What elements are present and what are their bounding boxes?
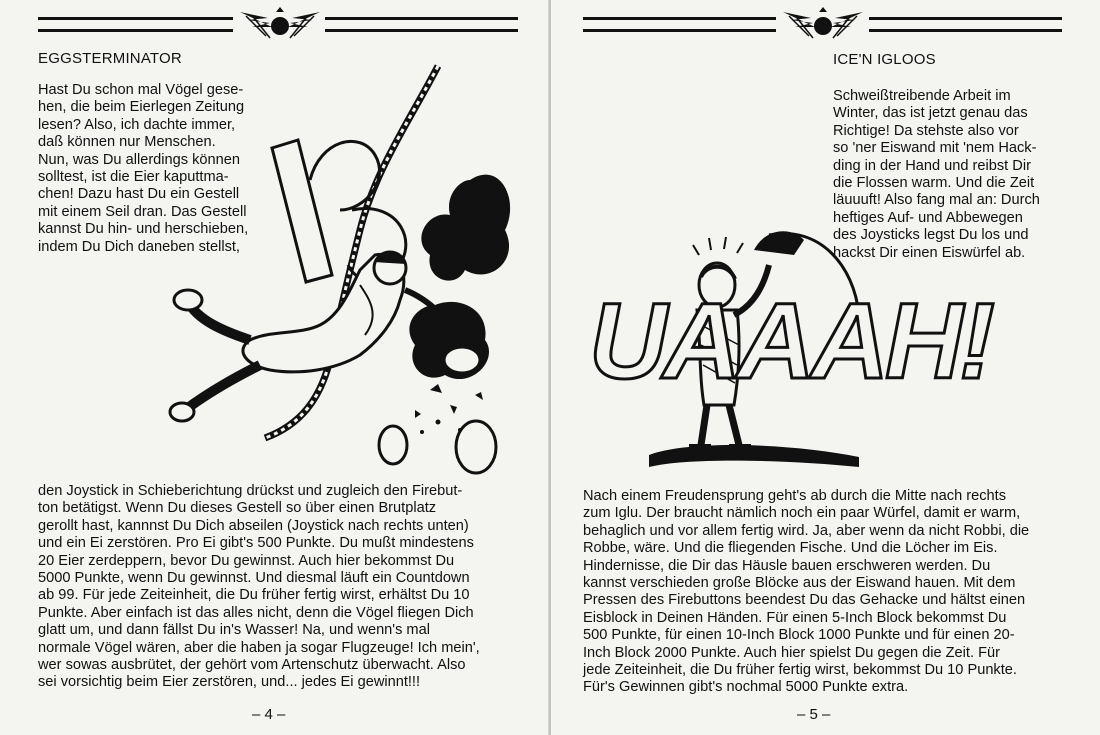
text-line: Winter, das ist jetzt genau das bbox=[833, 105, 1028, 122]
text-line: Hast Du schon mal Vögel gese- bbox=[38, 82, 244, 98]
text-line: Hindernisse, die Dir das Häusle bauen erschweren werden. Du bbox=[583, 557, 991, 574]
text-line: Nach einem Freudensprung geht's ab durch die Mitte nach rechts bbox=[583, 488, 1006, 504]
text-line: chen! Dazu hast Du ein Gestell bbox=[38, 186, 240, 203]
main-paragraph bbox=[583, 488, 1063, 697]
text-line: Für's Gewinnen gibt's nochmal 5000 Punkte extra. bbox=[583, 679, 909, 696]
text-line: Inch Block 2000 Punkte. Auch hier spielst Du gegen die Zeit. Für bbox=[583, 644, 1000, 661]
winged-emblem-icon bbox=[238, 6, 322, 42]
article-title: EGGSTERMINATOR bbox=[38, 50, 182, 67]
text-line: Richtige! Da stehste also vor bbox=[833, 122, 1019, 139]
text-line: jede Zeiteinheit, die Du früher fertig wirst, bekommst Du 10 Punkte. bbox=[583, 662, 1017, 679]
text-line: heftiges Auf- und Abbewegen bbox=[833, 209, 1023, 226]
page-number: – 4 – bbox=[252, 706, 286, 723]
header-rule-left bbox=[38, 17, 233, 32]
text-line: daß können nur Menschen. bbox=[38, 134, 216, 151]
text-line: kannst Du hin- und herschieben, bbox=[38, 221, 249, 238]
text-line: die Flossen warm. Und die Zeit bbox=[833, 175, 1035, 192]
text-line: hen, die beim Eierlegen Zeitung bbox=[38, 99, 245, 116]
text-line: wer sowas ausbrütet, der gehört vom Artenschutz überwacht. Also bbox=[38, 657, 466, 674]
article-title: ICE'N IGLOOS bbox=[833, 51, 936, 68]
text-line: sei vorsichtig beim Eier zerstören, und... jedes Ei gewinnt!!! bbox=[38, 674, 421, 691]
climber-smashing-eggs-illustration bbox=[160, 60, 520, 480]
text-line: normale Vögel wären, aber die haben ja sogar Flugzeuge! Ich mein', bbox=[38, 639, 480, 656]
text-line: Pressen des Firebuttons beendest Du das Gehacke und hältst einen bbox=[583, 592, 1026, 609]
text-line: indem Du Dich daneben stellst, bbox=[38, 238, 240, 255]
text-line: hackst Dir einen Eiswürfel ab. bbox=[833, 244, 1026, 261]
header-rule-right bbox=[869, 17, 1062, 32]
text-line: 500 Punkte, für einen 10-Inch Block 1000 Punkte und für einen 20- bbox=[583, 627, 1015, 644]
text-line: solltest, ist die Eier kaputtma- bbox=[38, 169, 229, 186]
text-line: Eisblock in Deinen Händen. Für einen 5-Inch Block bekommst Du bbox=[583, 609, 1007, 626]
sound-effect-text: UAAAH! bbox=[589, 280, 991, 401]
page-number: – 5 – bbox=[797, 706, 831, 723]
uaaah-sound-effect bbox=[589, 270, 991, 420]
text-line: lesen? Also, ich dachte immer, bbox=[38, 116, 236, 133]
text-line: Nun, was Du allerdings können bbox=[38, 151, 240, 168]
text-line: behaglich und vor allem fertig wird. Ja, aber wenn da nicht Robbi, die bbox=[583, 522, 1030, 539]
text-line: ab 99. Für jede Zeiteinheit, die Du früher fertig wirst, erhältst Du 10 bbox=[38, 587, 470, 604]
text-line: glatt um, und dann fällst Du in's Wasser! Na, und wenn's mal bbox=[38, 622, 430, 639]
winged-emblem-icon bbox=[781, 6, 865, 42]
text-line: Punkte. Aber einfach ist das alles nicht, denn die Vögel fliegen Dich bbox=[38, 604, 474, 621]
text-line: den Joystick in Schieberichtung drückst und zugleich den Firebut- bbox=[38, 483, 463, 499]
text-line: so 'ner Eiswand mit 'nem Hack- bbox=[833, 140, 1037, 157]
text-line: ton betätigst. Wenn Du dieses Gestell so über einen Brutplatz bbox=[38, 500, 437, 517]
main-paragraph bbox=[38, 483, 516, 692]
header-rule-left bbox=[583, 17, 776, 32]
text-line: zum Iglu. Der braucht nämlich noch ein paar Würfel, damit er warm, bbox=[583, 505, 1021, 522]
text-line: Schweißtreibende Arbeit im bbox=[833, 88, 1011, 104]
right-page bbox=[551, 0, 1100, 735]
text-line: mit einem Seil dran. Das Gestell bbox=[38, 203, 247, 220]
header-rule-right bbox=[325, 17, 518, 32]
text-line: 5000 Punkte, wenn Du gewinnst. Und diesmal läuft ein Countdown bbox=[38, 570, 470, 587]
left-page bbox=[0, 0, 549, 735]
text-line: und ein Ei zerstören. Pro Ei gibt's 500 Punkte. Du mußt mindestens bbox=[38, 535, 474, 552]
text-line: 20 Eier zerdeppern, bevor Du gewinnst. Auch hier bekommst Du bbox=[38, 552, 455, 569]
text-line: ding in der Hand und reibst Dir bbox=[833, 157, 1031, 174]
text-line: gerollt hast, kannnst Du Dich abseilen (Joystick nach rechts unten) bbox=[38, 517, 469, 534]
text-line: kannst verschieden große Blöcke aus der Eiswand hauen. Mit dem bbox=[583, 575, 1016, 592]
text-line: Robbe, wäre. Und die fliegenden Fische. Und die Löcher im Eis. bbox=[583, 540, 998, 557]
text-line: des Joysticks legst Du los und bbox=[833, 227, 1029, 244]
text-line: läuuuft! Also fang mal an: Durch bbox=[833, 192, 1040, 209]
